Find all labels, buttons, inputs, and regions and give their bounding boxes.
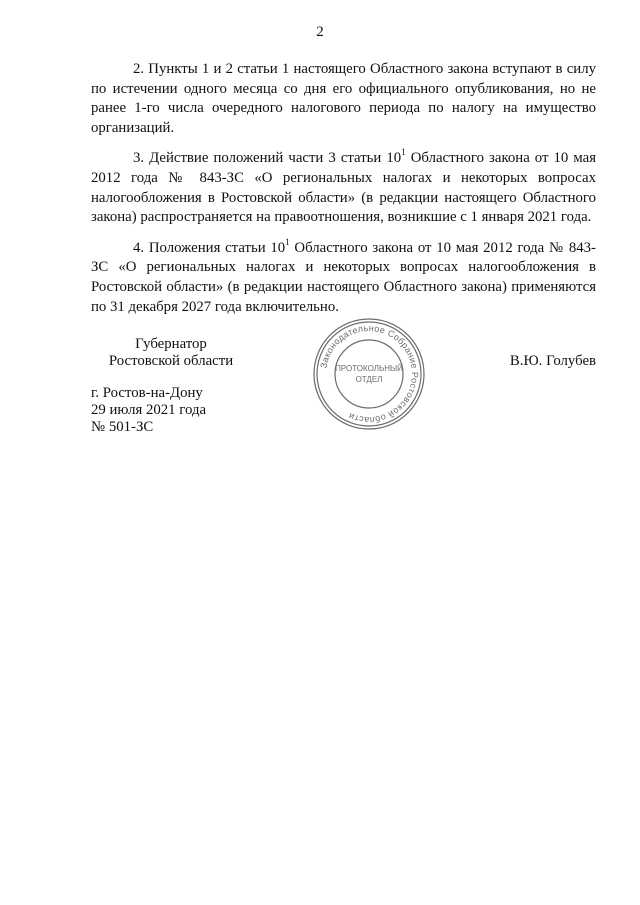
paragraph-4-superscript: 1 bbox=[285, 236, 290, 247]
stamp-center-line2: ОТДЕЛ bbox=[355, 375, 383, 384]
paragraph-3 bbox=[91, 149, 596, 227]
stamp-ring-text bbox=[318, 323, 420, 425]
stamp-seal-icon bbox=[311, 316, 427, 432]
paragraph-4 bbox=[91, 236, 596, 317]
paragraph-4-text-before: 4. Положения статьи 10 bbox=[133, 239, 286, 256]
signatory-title-line2: Ростовской области bbox=[108, 353, 234, 369]
stamp-inner-ring bbox=[335, 340, 403, 408]
place-date-number bbox=[91, 385, 206, 436]
stamp-ring-text-path: Законодательное Собрание Ростовской области bbox=[318, 322, 421, 426]
paragraph-2-text: 2. Пункты 1 и 2 статьи 1 настоящего Областного закона вступают в силу по истечении одного месяца со дня его официального опубликования, но не ранее 1-го числа очередного налогового периода по налогу на имущество организаций. bbox=[91, 61, 596, 136]
stamp-outer-ring-inner bbox=[317, 322, 421, 426]
law-number: № 501-ЗС bbox=[91, 419, 154, 435]
official-stamp bbox=[311, 316, 427, 432]
signatory-name: В.Ю. Голубев bbox=[509, 353, 596, 369]
page-number: 2 bbox=[316, 24, 324, 40]
paragraph-4-text-after: Областного закона от 10 мая 2012 года № 843-ЗС «О региональных налогах и некоторых вопросах налогообложения в Ростовской области» (в редакции настоящего Областного закона) применяются по 31 декабря 2027 года включительно. bbox=[91, 239, 596, 315]
law-date: 29 июля 2021 года bbox=[91, 402, 207, 418]
signatory-title-line1: Губернатор bbox=[135, 336, 207, 352]
stamp-outer-ring bbox=[314, 319, 424, 429]
paragraph-3-text-before: 3. Действие положений части 3 статьи 10 bbox=[133, 150, 402, 167]
stamp-center-line1: ПРОТОКОЛЬНЫЙ bbox=[335, 364, 403, 373]
document-body bbox=[91, 60, 596, 328]
paragraph-3-superscript: 1 bbox=[401, 147, 406, 158]
place-city: г. Ростов-на-Дону bbox=[91, 385, 203, 401]
signatory-title bbox=[91, 336, 251, 370]
paragraph-3-text-after: Областного закона от 10 мая 2012 года № 843-ЗС «О региональных налогах и некоторых вопросах налогообложения в Ростовской области» (в редакции настоящего Областного закона) распространяется на правоотношения, возникшие с 1 января 2021 года. bbox=[91, 150, 596, 226]
paragraph-2 bbox=[91, 60, 596, 138]
